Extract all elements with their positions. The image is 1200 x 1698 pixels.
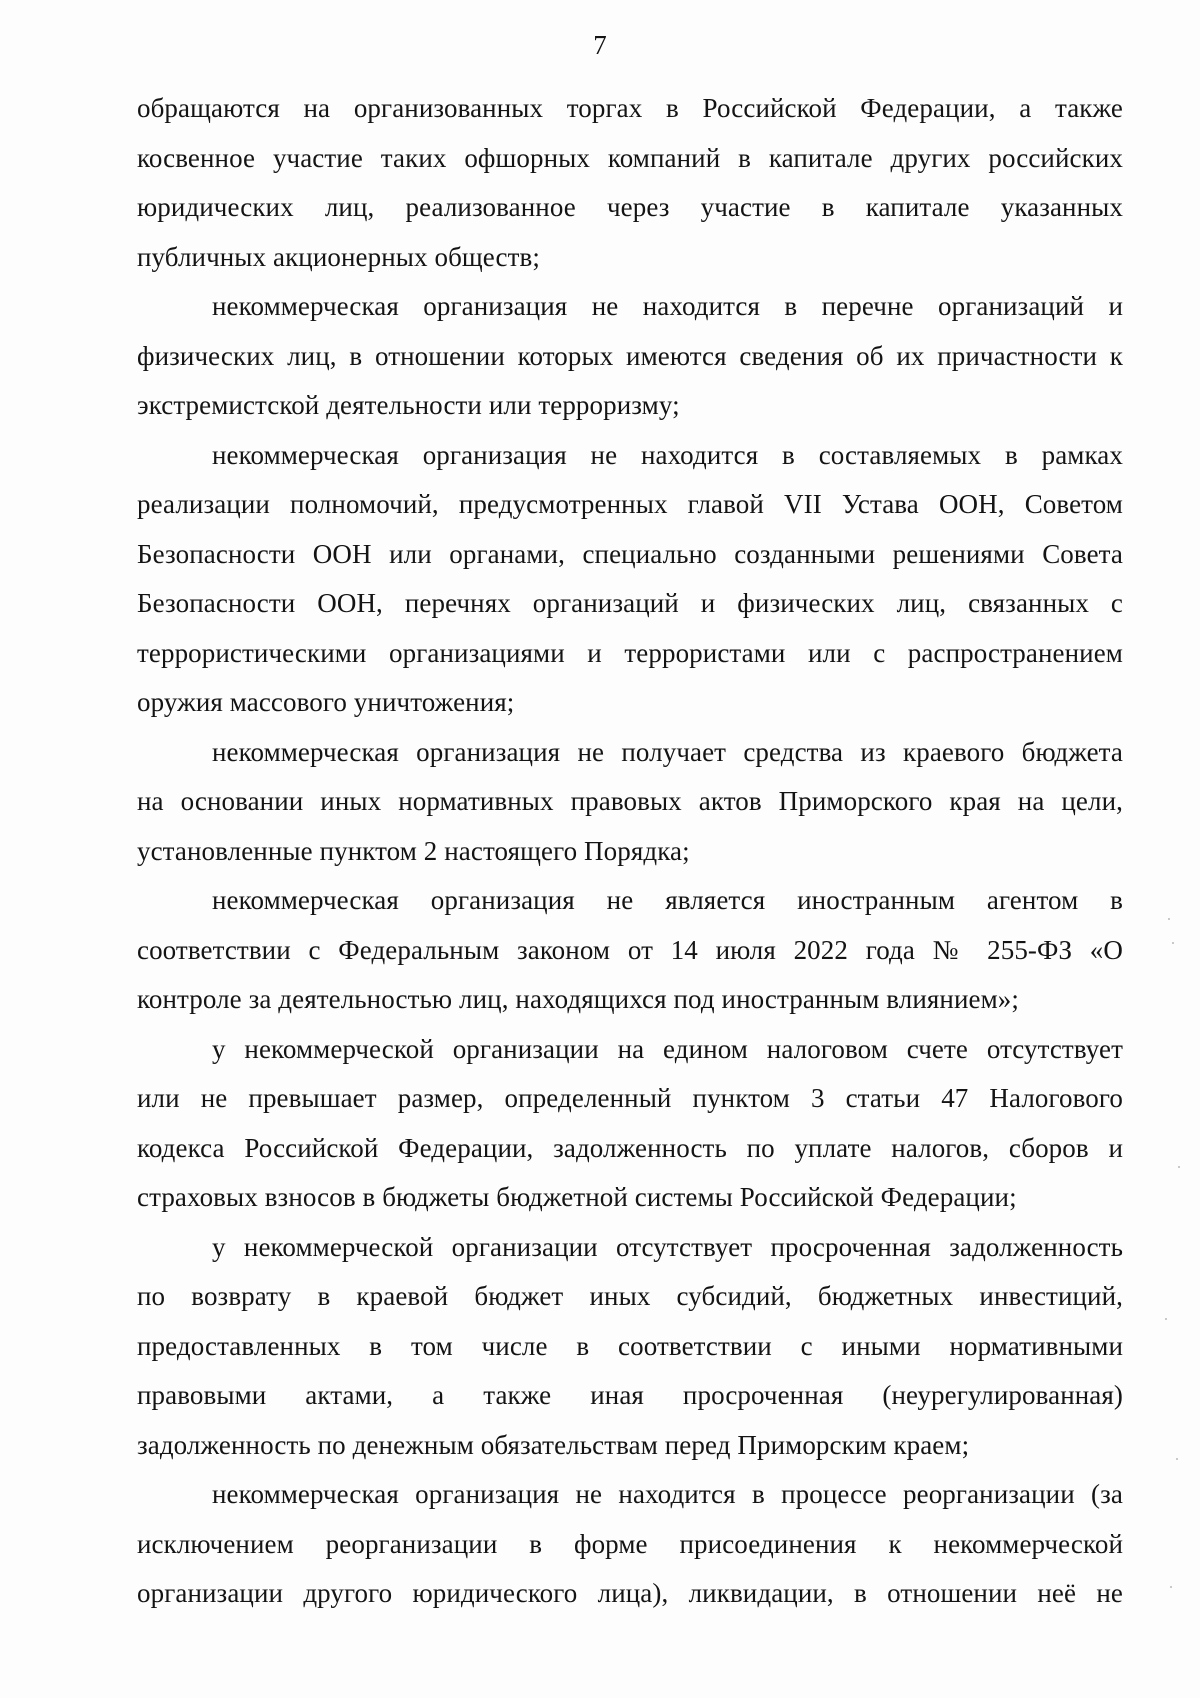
text-line: Безопасности ООН, перечнях организаций и физических лиц, связанных с [137,588,1123,618]
text-line: некоммерческая организация не является иностранным агентом в [212,885,1123,915]
text-line: Безопасности ООН или органами, специально созданными решениями Совета [137,538,1123,569]
text-line: некоммерческая организация не находится в процессе реорганизации (за [212,1479,1123,1509]
text-line: задолженность по денежным обязательствам перед Приморским краем; [137,1429,970,1460]
paragraph [137,1223,1123,1471]
paragraph [137,1470,1123,1619]
paragraph [137,728,1123,877]
scan-speck [1172,942,1174,944]
text-line: установленные пунктом 2 настоящего Порядка; [137,835,690,866]
text-line: публичных акционерных обществ; [137,241,540,272]
text-line: соответствии с Федеральным законом от 14 июля 2022 года № 255-ФЗ «О [137,934,1123,965]
paragraph [137,876,1123,1025]
text-line: некоммерческая организация не получает средства из краевого бюджета [212,736,1123,767]
scan-speck [1170,1586,1172,1588]
text-line: контроле за деятельностью лиц, находящихся под иностранным влиянием»; [137,984,1019,1014]
scan-speck [1168,918,1170,920]
paragraph [137,84,1123,282]
paragraph [137,431,1123,728]
text-line: по возврату в краевой бюджет иных субсидий, бюджетных инвестиций, [137,1281,1123,1311]
text-line: на основании иных нормативных правовых актов Приморского края на цели, [137,786,1123,816]
scan-speck [1165,1318,1167,1320]
text-line: юридических лиц, реализованное через участие в капитале указанных [137,192,1123,222]
text-line: некоммерческая организация не находится в составляемых в рамках [212,439,1123,470]
scan-speck [1176,1458,1178,1460]
text-line: оружия массового уничтожения; [137,687,515,717]
scan-speck [1178,1166,1180,1168]
body-text [137,84,1123,1619]
text-line: у некоммерческой организации на едином налоговом счете отсутствует [212,1033,1123,1064]
page-number: 7 [593,30,607,60]
text-line: организации другого юридического лица), ликвидации, в отношении неё не [137,1578,1123,1608]
paragraph [137,1025,1123,1223]
text-line: или не превышает размер, определенный пунктом 3 статьи 47 Налогового [137,1083,1123,1113]
text-line: реализации полномочий, предусмотренных главой VII Устава ООН, Советом [137,489,1123,519]
text-line: предоставленных в том числе в соответствии с иными нормативными [137,1330,1123,1361]
text-line: некоммерческая организация не находится в перечне организаций и [212,291,1123,321]
text-line: кодекса Российской Федерации, задолженность по уплате налогов, сборов и [137,1132,1123,1163]
text-line: исключением реорганизации в форме присоединения к некоммерческой [137,1528,1123,1559]
text-line: косвенное участие таких офшорных компаний в капитале других российских [137,142,1123,173]
text-line: террористическими организациями и террористами или с распространением [137,637,1123,668]
text-line: физических лиц, в отношении которых имеются сведения об их причастности к [137,340,1123,371]
text-line: у некоммерческой организации отсутствует просроченная задолженность [212,1231,1123,1262]
paragraph [137,282,1123,431]
text-line: обращаются на организованных торгах в Российской Федерации, а также [137,93,1123,123]
text-line: экстремистской деятельности или терроризму; [137,390,680,420]
text-line: страховых взносов в бюджеты бюджетной системы Российской Федерации; [137,1182,1017,1212]
text-line: правовыми актами, а также иная просроченная (неурегулированная) [137,1380,1123,1410]
